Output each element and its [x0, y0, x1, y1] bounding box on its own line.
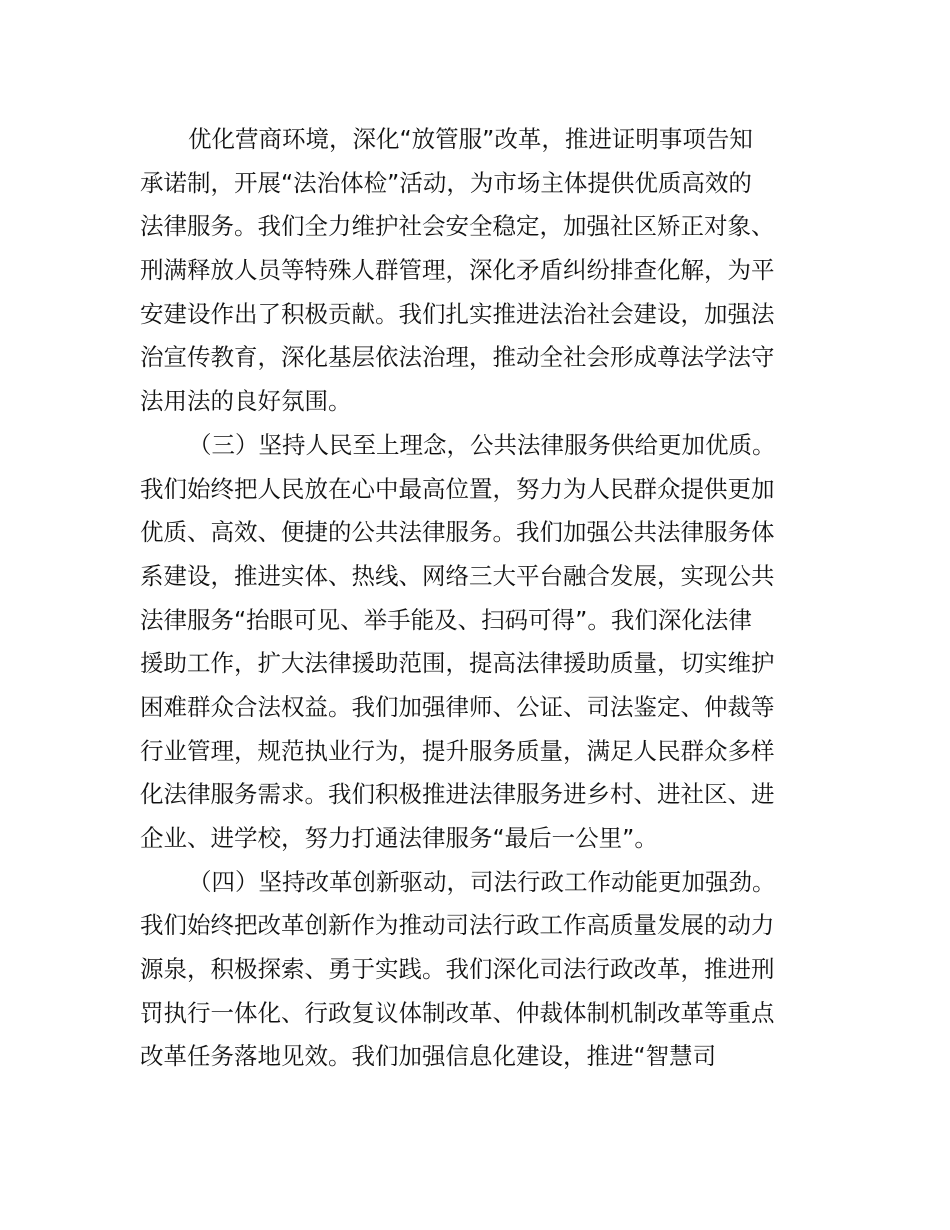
text-line: 罚执行一体化、行政复议体制改革、仲裁体制机制改革等重点: [140, 998, 775, 1027]
text-line: 承诺制，开展“法治体检”活动，为市场主体提供优质高效的: [140, 168, 752, 197]
text-line: 化法律服务需求。我们积极推进法律服务进乡村、进社区、进: [140, 780, 775, 809]
paragraph-2: [140, 424, 812, 861]
text-line: 援助工作，扩大法律援助范围，提高法律援助质量，切实维护: [140, 649, 775, 678]
section-heading-line: （三）坚持人民至上理念，公共法律服务供给更加优质。: [188, 430, 776, 459]
text-line: 源泉，积极探索、勇于实践。我们深化司法行政改革，推进刑: [140, 955, 775, 984]
text-line: 企业、进学校，努力打通法律服务“最后一公里”。: [140, 824, 658, 852]
text-line: 法律服务。我们全力维护社会安全稳定，加强社区矫正对象、: [140, 212, 775, 241]
text-line: 优化营商环境，深化“放管服”改革，推进证明事项告知: [188, 125, 753, 153]
text-line: 安建设作出了积极贡献。我们扎实推进法治社会建设，加强法: [140, 299, 775, 328]
document-body: [140, 118, 812, 1079]
text-line: 优质、高效、便捷的公共法律服务。我们加强公共法律服务体: [140, 518, 775, 547]
paragraph-3: [140, 861, 812, 1079]
text-line: 行业管理，规范执业行为，提升服务质量，满足人民群众多样: [140, 736, 775, 765]
section-heading-line: （四）坚持改革创新驱动，司法行政工作动能更加强劲。: [188, 867, 776, 896]
text-line: 困难群众合法权益。我们加强律师、公证、司法鉴定、仲裁等: [140, 692, 775, 721]
text-line: 法用法的良好氛围。: [140, 387, 352, 416]
text-line: 刑满释放人员等特殊人群管理，深化矛盾纠纷排查化解，为平: [140, 256, 775, 285]
text-line: 我们始终把改革创新作为推动司法行政工作高质量发展的动力: [140, 911, 775, 940]
text-line: 系建设，推进实体、热线、网络三大平台融合发展，实现公共: [140, 561, 775, 590]
text-line: 治宣传教育，深化基层依法治理，推动全社会形成尊法学法守: [140, 343, 775, 372]
text-line: 法律服务“抬眼可见、举手能及、扫码可得”。我们深化法律: [140, 605, 752, 634]
text-line: 我们始终把人民放在心中最高位置，努力为人民群众提供更加: [140, 474, 775, 503]
paragraph-1: [140, 118, 812, 424]
text-line: 改革任务落地见效。我们加强信息化建设，推进“智慧司: [140, 1042, 717, 1071]
